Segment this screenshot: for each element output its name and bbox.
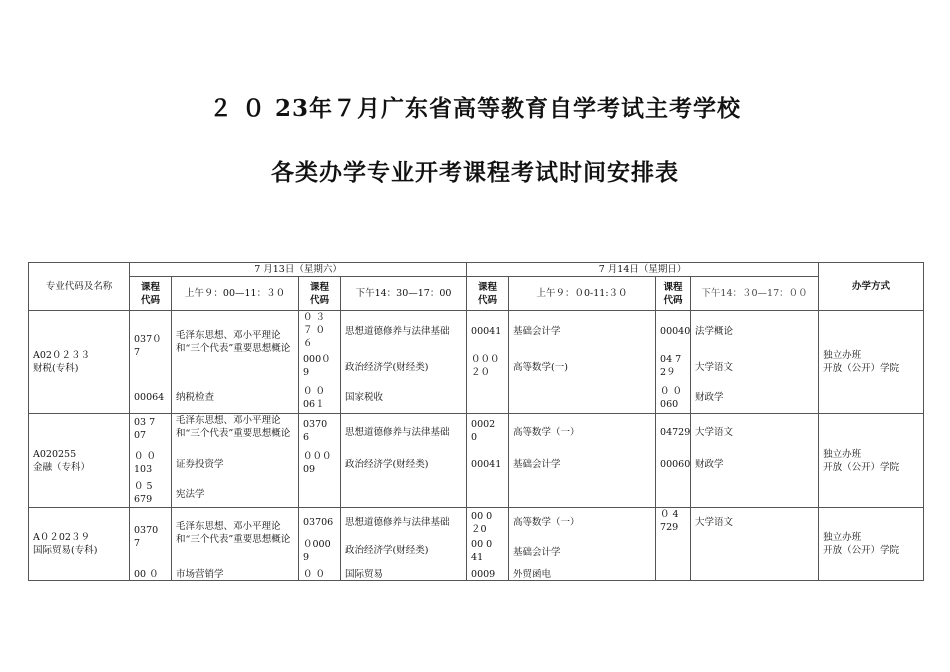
course-codes [299, 508, 341, 581]
course-code: 00 ０ [134, 569, 159, 580]
course-code: ０００ 09 [303, 451, 332, 475]
course-name: 思想道德修养与法律基础 [345, 427, 450, 438]
course-code: 04729 [660, 427, 691, 438]
header-code-1: 课程 代码 [130, 277, 172, 311]
course-code: ０000 9 [303, 539, 331, 563]
course-name: 高等数学(一) [513, 362, 568, 373]
course-names [691, 311, 819, 414]
course-name: 毛泽东思想、邓小平理论和“三个代表”重要思想概论 [176, 521, 291, 545]
course-name: 思想道德修养与法律基础 [345, 326, 450, 337]
course-names [691, 508, 819, 581]
course-name: 证券投资学 [176, 459, 224, 470]
course-code: 0370 6 [303, 419, 328, 443]
course-name: 高等数学（一） [513, 517, 580, 528]
course-codes [656, 508, 691, 581]
header-pm1: 下午14：30—17：00 [341, 277, 467, 311]
table-row [29, 414, 924, 508]
study-mode: 独立办班 开放（公开）学院 [819, 508, 924, 581]
course-names [172, 508, 299, 581]
course-codes [656, 311, 691, 414]
course-name: 高等数学（一） [513, 427, 580, 438]
course-codes [130, 508, 172, 581]
course-code: 00 0 ２0 [471, 511, 493, 535]
header-code-4: 课程 代码 [656, 277, 691, 311]
header-major: 专业代码及名称 [29, 263, 130, 311]
course-names [172, 311, 299, 414]
course-names [509, 311, 656, 414]
course-code: 00040 [660, 326, 691, 337]
course-code: 00060 [660, 459, 691, 470]
header-mode: 办学方式 [819, 263, 924, 311]
major-name: A02０２３３ 财税(专科) [29, 311, 130, 414]
title-line-2: 各类办学专业开考课程考试时间安排表 [271, 159, 679, 186]
course-name: 财政学 [695, 392, 724, 403]
course-code: 04 7 2９ [660, 354, 682, 378]
course-names [341, 414, 467, 508]
title-line-1: ２ ０ 23年７月广东省高等教育自学考试主考学校 [208, 95, 742, 122]
course-codes [467, 414, 509, 508]
header-code-3: 课程 代码 [467, 277, 509, 311]
course-name: 基础会计学 [513, 547, 561, 558]
header-pm2: 下午14：３0—17：００ [691, 277, 819, 311]
study-mode: 独立办班 开放（公开）学院 [819, 414, 924, 508]
course-name: 政治经济学(财经类) [345, 545, 429, 556]
course-name: 思想道德修养与法律基础 [345, 517, 450, 528]
course-names [509, 508, 656, 581]
course-code: 03706 [303, 517, 334, 528]
course-name: 基础会计学 [513, 326, 561, 337]
major-name: A020255 金融（专科） [29, 414, 130, 508]
course-names [341, 311, 467, 414]
course-code: 0002 0 [471, 419, 496, 443]
course-code: 000０ 9 [303, 354, 331, 378]
course-code: ０ ３ ７ ０ ６ [303, 312, 326, 349]
course-codes [299, 311, 341, 414]
course-name: 大学语文 [695, 517, 734, 528]
schedule-table [28, 262, 924, 581]
course-code: 037０ 7 [134, 334, 162, 358]
course-code: 00064 [134, 392, 165, 403]
course-names [691, 414, 819, 508]
course-name: 毛泽东思想、邓小平理论和“三个代表”重要思想概论 [176, 330, 291, 354]
course-name: 法学概论 [695, 326, 734, 337]
course-codes [299, 414, 341, 508]
course-name: 政治经济学(财经类) [345, 459, 429, 470]
course-name: 市场营销学 [176, 569, 224, 580]
course-code: 00041 [471, 459, 502, 470]
course-code: 0370 7 [134, 525, 159, 549]
course-code: 0009 [471, 569, 496, 580]
course-name: 基础会计学 [513, 459, 561, 470]
header-am1: 上午９：00—11：３０ [172, 277, 299, 311]
course-name: 国际贸易 [345, 569, 384, 580]
course-code: ０ ０ 06１ [303, 386, 326, 410]
table-row [29, 508, 924, 581]
course-names [341, 508, 467, 581]
course-codes [656, 414, 691, 508]
table-row [29, 311, 924, 414]
course-code: ０ ０ 103 [134, 451, 157, 475]
course-code: ０ ０ [303, 569, 326, 580]
course-codes [467, 311, 509, 414]
course-name: 大学语文 [695, 362, 734, 373]
header-am2: 上午９：０0-11:３０ [509, 277, 656, 311]
course-codes [130, 311, 172, 414]
course-name: 大学语文 [695, 427, 734, 438]
course-code: 00041 [471, 326, 502, 337]
header-code-2: 课程 代码 [299, 277, 341, 311]
course-names [172, 414, 299, 508]
course-code: ０ ０ 060 [660, 386, 683, 410]
major-name: A０２02３９ 国际贸易(专科) [29, 508, 130, 581]
course-name: 政治经济学(财经类) [345, 362, 429, 373]
course-codes [467, 508, 509, 581]
course-code: 03 7 07 [134, 417, 156, 441]
course-code: ０００ ２０ [471, 354, 500, 378]
header-day1: 7 月13日（星期六） [130, 263, 467, 277]
course-name: 毛泽东思想、邓小平理论和“三个代表”重要思想概论 [176, 415, 291, 439]
course-code: ０ 5 679 [134, 481, 153, 505]
course-codes [130, 414, 172, 508]
course-name: 宪法学 [176, 489, 205, 500]
course-code: 00 0 41 [471, 539, 493, 563]
course-name: 外贸函电 [513, 569, 552, 580]
course-name: 纳税检查 [176, 392, 215, 403]
course-name: 国家税收 [345, 392, 384, 403]
course-code: ０ 4 729 [660, 509, 679, 533]
study-mode: 独立办班 开放（公开）学院 [819, 311, 924, 414]
header-day2: 7 月14日（星期日） [467, 263, 819, 277]
course-names [509, 414, 656, 508]
course-name: 财政学 [695, 459, 724, 470]
